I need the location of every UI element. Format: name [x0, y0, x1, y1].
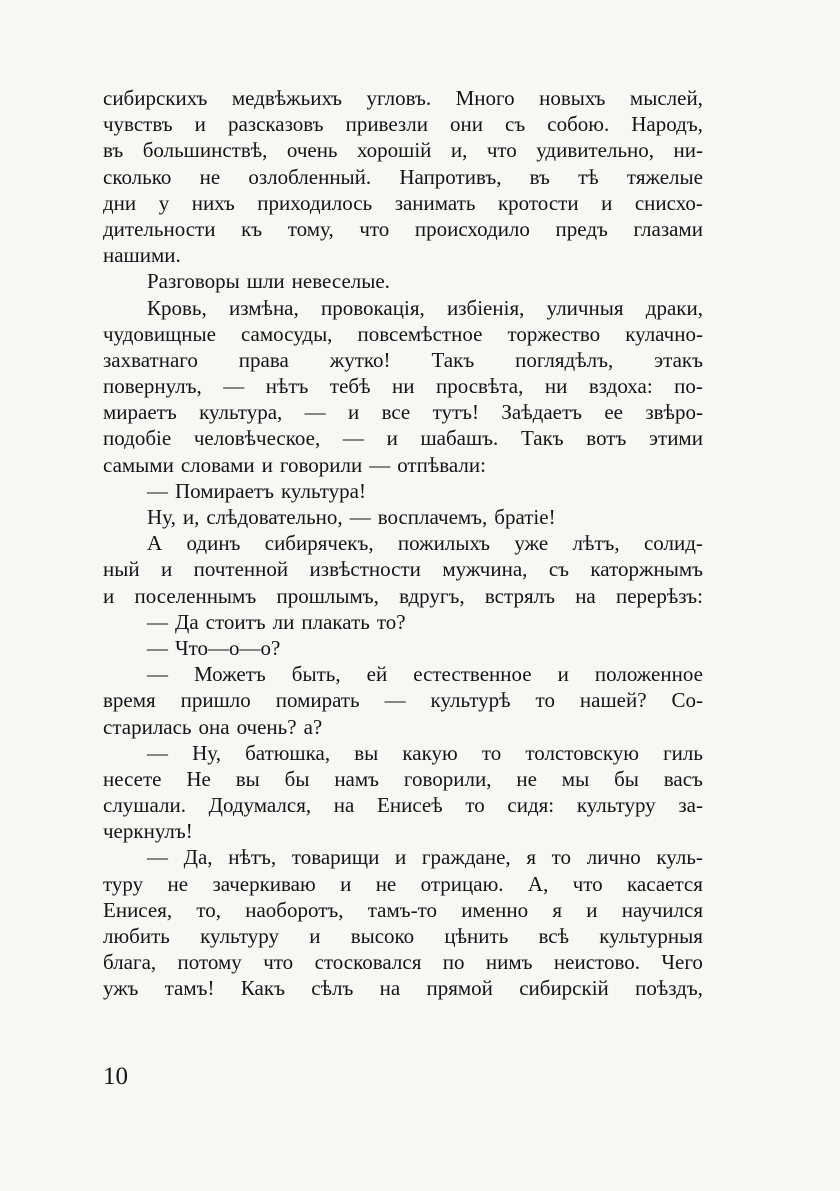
- word: озлобленный.: [248, 164, 372, 189]
- text-line: [103, 609, 703, 635]
- word: Много: [455, 86, 515, 110]
- text-line: [103, 268, 703, 294]
- word: то: [481, 740, 502, 765]
- word: ни: [391, 374, 415, 399]
- word: нихъ: [191, 190, 235, 215]
- text-line: [103, 949, 703, 975]
- word: отпѣвали:: [397, 452, 486, 477]
- word: поѣздъ,: [635, 976, 703, 1001]
- word: почтенной: [193, 557, 289, 582]
- word: сидя:: [507, 793, 555, 818]
- word: туру: [103, 871, 144, 896]
- word: драки,: [645, 295, 703, 320]
- word: то: [551, 845, 572, 870]
- word: и: [161, 557, 173, 582]
- word: Енисея,: [103, 897, 173, 922]
- word: тому,: [287, 216, 334, 241]
- word: въ: [103, 138, 124, 163]
- word: этими: [649, 426, 703, 451]
- word: происходило: [414, 216, 530, 241]
- word: то,: [196, 897, 222, 922]
- word: по-: [674, 374, 703, 399]
- word: ее: [604, 400, 623, 425]
- word: уже: [514, 531, 549, 556]
- word: угловъ.: [366, 86, 432, 110]
- word: по: [442, 950, 465, 975]
- word: говорили,: [403, 766, 492, 791]
- word: —: [147, 635, 168, 660]
- word: несете: [103, 766, 162, 791]
- word: —: [342, 426, 364, 451]
- word: пожилыхъ: [397, 531, 491, 556]
- word: очень: [286, 138, 338, 163]
- word: за-: [678, 793, 703, 818]
- text-line: [103, 687, 703, 713]
- word: просвѣта,: [435, 374, 524, 399]
- word: Не: [186, 766, 211, 791]
- word: научился: [621, 897, 703, 922]
- word: и: [586, 897, 598, 922]
- text-line: [103, 923, 703, 949]
- word: Чего: [661, 950, 703, 975]
- word: повернулъ,: [103, 374, 202, 399]
- word: зачеркиваю: [212, 871, 316, 896]
- word: граждане,: [421, 845, 511, 870]
- word: перерѣзъ:: [616, 583, 703, 608]
- word: нимъ: [485, 950, 533, 975]
- word: что: [359, 216, 390, 241]
- word: —: [349, 505, 371, 529]
- word: нѣтъ,: [228, 845, 277, 870]
- word: тутъ!: [432, 400, 480, 425]
- word: любить: [103, 924, 170, 948]
- word: быть,: [291, 662, 341, 687]
- word: измѣна,: [229, 295, 299, 320]
- word: и: [386, 426, 398, 451]
- word: нашими.: [103, 243, 181, 268]
- text-line: [103, 478, 703, 504]
- text-line: [103, 373, 703, 399]
- text-line: [103, 583, 703, 609]
- word: цѣнить: [444, 924, 509, 948]
- word: съ: [548, 557, 570, 582]
- word: не: [375, 871, 397, 896]
- word: права: [238, 347, 289, 372]
- word: лѣтъ,: [572, 531, 620, 556]
- word: извѣстности: [309, 557, 421, 582]
- word: А: [147, 531, 163, 556]
- word: Что—о—о?: [175, 635, 281, 660]
- text-line: [103, 740, 703, 766]
- word: провокація,: [321, 295, 425, 320]
- word: большинствѣ,: [142, 138, 268, 163]
- word: что: [486, 138, 517, 163]
- word: глазами: [633, 216, 703, 241]
- word: сибирскій: [519, 976, 609, 1001]
- text-line: [103, 792, 703, 818]
- word: повсемѣстное: [357, 321, 483, 346]
- word: помирать: [275, 688, 360, 713]
- word: ни: [544, 374, 568, 399]
- word: куль-: [656, 845, 703, 870]
- word: гиль: [663, 740, 703, 765]
- word: стосковался: [314, 950, 422, 975]
- word: Да: [175, 609, 199, 634]
- word: сибирячекъ,: [264, 531, 374, 556]
- word: слушали.: [103, 793, 186, 818]
- word: вздоха:: [588, 374, 653, 399]
- word: время: [103, 688, 156, 713]
- word: встрялъ: [484, 583, 555, 608]
- text-line: [103, 530, 703, 556]
- word: я: [526, 845, 536, 870]
- word: она: [198, 714, 230, 739]
- word: то: [465, 793, 485, 818]
- word: тамъ!: [164, 976, 215, 1001]
- word: Додумался,: [208, 793, 312, 818]
- word: Ну,: [147, 505, 176, 529]
- word: Да,: [183, 845, 213, 870]
- word: —: [369, 452, 391, 477]
- word: нѣтъ: [265, 374, 309, 399]
- word: А,: [527, 871, 549, 896]
- page-number: 10: [103, 1063, 128, 1090]
- word: солид-: [643, 531, 703, 556]
- word: мыслей,: [629, 86, 703, 110]
- word: торжество: [507, 321, 601, 346]
- word: культуру: [576, 793, 656, 818]
- word: что: [263, 950, 294, 975]
- word: восплачемъ,: [377, 505, 488, 529]
- word: ужъ: [103, 976, 139, 1001]
- word: Помираетъ: [175, 478, 274, 503]
- text-line: [103, 295, 703, 321]
- word: вотъ: [586, 426, 627, 451]
- word: мираетъ: [103, 400, 177, 425]
- word: съ: [505, 112, 526, 137]
- body-text: [103, 85, 703, 1002]
- word: Ну,: [192, 740, 221, 765]
- word: къ: [241, 216, 263, 241]
- word: Разговоры: [147, 269, 240, 294]
- word: черкнулъ!: [103, 819, 193, 844]
- word: Со-: [671, 688, 703, 713]
- text-line: [103, 661, 703, 687]
- word: подобіе: [103, 426, 172, 451]
- word: какую: [402, 740, 458, 765]
- word: ни-: [673, 138, 703, 163]
- text-line: [103, 164, 703, 190]
- word: и: [103, 583, 115, 608]
- word: я: [552, 897, 563, 922]
- word: ей: [366, 662, 388, 687]
- word: неистово.: [553, 950, 640, 975]
- word: старилась: [103, 714, 192, 739]
- word: батюшка,: [245, 740, 331, 765]
- word: поселеннымъ: [134, 583, 257, 608]
- word: потому: [177, 950, 242, 975]
- word: сколько: [103, 164, 172, 189]
- word: на: [575, 583, 596, 608]
- word: и: [309, 924, 321, 948]
- text-line: [103, 844, 703, 870]
- word: тѣ: [578, 164, 599, 189]
- word: культурныя: [599, 924, 703, 948]
- word: васъ: [663, 766, 703, 791]
- word: они: [449, 112, 483, 137]
- word: человѣческое,: [193, 426, 321, 451]
- word: самыми: [103, 452, 174, 477]
- word: ли: [272, 609, 295, 634]
- word: шабашъ.: [420, 426, 499, 451]
- word: естественное: [413, 662, 532, 687]
- word: дительности: [103, 216, 216, 241]
- word: медвѣжьихъ: [231, 86, 343, 110]
- word: звѣро-: [645, 400, 703, 425]
- word: прямой: [426, 976, 493, 1001]
- text-line: [103, 871, 703, 897]
- word: товарищи: [291, 845, 380, 870]
- word: одинъ: [186, 531, 241, 556]
- word: уличныя: [546, 295, 624, 320]
- text-line: [103, 137, 703, 163]
- word: слѣдовательно,: [206, 505, 343, 529]
- word: нашей?: [579, 688, 647, 713]
- word: вы: [235, 766, 260, 791]
- word: —: [223, 374, 245, 399]
- text-line: [103, 190, 703, 216]
- word: и: [261, 452, 273, 477]
- word: касается: [627, 871, 703, 896]
- word: у: [158, 190, 170, 215]
- word: и,: [182, 505, 200, 529]
- word: привезли: [345, 112, 428, 137]
- word: то: [535, 688, 555, 713]
- text-line: [103, 242, 703, 268]
- word: хорошій: [356, 138, 432, 163]
- word: положенное: [594, 662, 703, 687]
- word: ный: [103, 557, 140, 582]
- word: собою.: [547, 112, 610, 137]
- word: то?: [376, 609, 406, 634]
- word: невеселые.: [291, 269, 390, 294]
- word: новыхъ: [539, 86, 606, 110]
- text-line: [103, 321, 703, 347]
- word: толстовскую: [525, 740, 639, 765]
- word: приходилось: [257, 190, 373, 215]
- word: и: [394, 845, 407, 870]
- word: Какъ: [240, 976, 285, 1001]
- text-line: [103, 85, 703, 111]
- word: культура!: [280, 478, 366, 503]
- word: не: [516, 766, 537, 791]
- word: жутко!: [329, 347, 391, 372]
- word: каторжнымъ: [590, 557, 703, 582]
- word: этакъ: [654, 347, 703, 372]
- text-line: [103, 452, 703, 478]
- word: въ: [529, 164, 550, 189]
- word: кротости: [497, 190, 579, 215]
- word: и: [557, 662, 569, 687]
- word: чувствъ: [103, 112, 173, 137]
- word: —: [147, 740, 168, 765]
- text-line: [103, 111, 703, 137]
- word: отрицаю.: [420, 871, 504, 896]
- word: сибирскихъ: [103, 86, 208, 110]
- text-line: [103, 975, 703, 1001]
- word: —: [384, 688, 406, 713]
- word: всѣ: [538, 924, 570, 948]
- word: бы: [614, 766, 639, 791]
- word: предъ: [555, 216, 608, 241]
- word: —: [147, 609, 168, 634]
- word: пришло: [180, 688, 251, 713]
- word: словами: [180, 452, 255, 477]
- word: стоитъ: [205, 609, 266, 634]
- word: избіенія,: [447, 295, 525, 320]
- word: культурѣ: [430, 688, 511, 713]
- word: Енисеѣ: [377, 793, 443, 818]
- word: не: [167, 871, 189, 896]
- word: шли: [246, 269, 285, 294]
- word: Такъ: [520, 426, 564, 451]
- word: и: [194, 112, 206, 137]
- text-line: [103, 714, 703, 740]
- word: занимать: [394, 190, 476, 215]
- word: плакать: [301, 609, 370, 634]
- word: бы: [284, 766, 310, 791]
- text-line: [103, 216, 703, 242]
- word: Можетъ: [194, 662, 266, 687]
- word: братіе!: [494, 505, 556, 529]
- word: Кровь,: [147, 295, 207, 320]
- word: мужчина,: [442, 557, 528, 582]
- word: блага,: [103, 950, 157, 975]
- word: Напротивъ,: [399, 164, 502, 189]
- word: разсказовъ: [227, 112, 324, 137]
- word: —: [147, 845, 168, 870]
- word: и,: [450, 138, 468, 163]
- word: —: [147, 478, 168, 503]
- word: чудовищные: [103, 321, 216, 346]
- word: тамъ-то: [367, 897, 438, 922]
- word: именно: [461, 897, 529, 922]
- word: вы: [354, 740, 379, 765]
- word: вдругъ,: [399, 583, 465, 608]
- word: тяжелые: [626, 164, 703, 189]
- word: очень?: [236, 714, 297, 739]
- word: что: [572, 871, 603, 896]
- word: мы: [561, 766, 590, 791]
- word: снисхо-: [634, 190, 703, 215]
- word: и: [347, 400, 360, 425]
- word: кулачно-: [625, 321, 703, 346]
- word: дни: [103, 190, 137, 215]
- text-line: [103, 818, 703, 844]
- text-line: [103, 347, 703, 373]
- word: не: [199, 164, 221, 189]
- word: Народъ,: [631, 112, 703, 137]
- text-line: [103, 635, 703, 661]
- word: на: [333, 793, 355, 818]
- word: наоборотъ,: [245, 897, 344, 922]
- word: говорили: [279, 452, 363, 477]
- word: на: [379, 976, 401, 1001]
- text-line: [103, 897, 703, 923]
- word: сѣлъ: [311, 976, 354, 1001]
- word: тебѣ: [329, 374, 371, 399]
- text-line: [103, 766, 703, 792]
- word: поглядѣлъ,: [515, 347, 614, 372]
- word: культура,: [199, 400, 283, 425]
- word: намъ: [334, 766, 380, 791]
- word: лично: [586, 845, 641, 870]
- word: прошлымъ,: [276, 583, 379, 608]
- word: культуру: [200, 924, 279, 948]
- word: —: [147, 662, 168, 687]
- word: Такъ: [431, 347, 475, 372]
- word: высоко: [350, 924, 415, 948]
- word: самосуды,: [240, 321, 333, 346]
- word: —: [304, 400, 326, 425]
- text-line: [103, 399, 703, 425]
- word: захватнаго: [103, 347, 198, 372]
- word: Заѣдаетъ: [501, 400, 582, 425]
- word: удивительно,: [536, 138, 655, 163]
- text-line: [103, 556, 703, 582]
- text-line: [103, 504, 703, 530]
- word: и: [340, 871, 352, 896]
- word: а?: [303, 714, 323, 739]
- text-line: [103, 425, 703, 451]
- word: все: [381, 400, 411, 425]
- word: и: [601, 190, 613, 215]
